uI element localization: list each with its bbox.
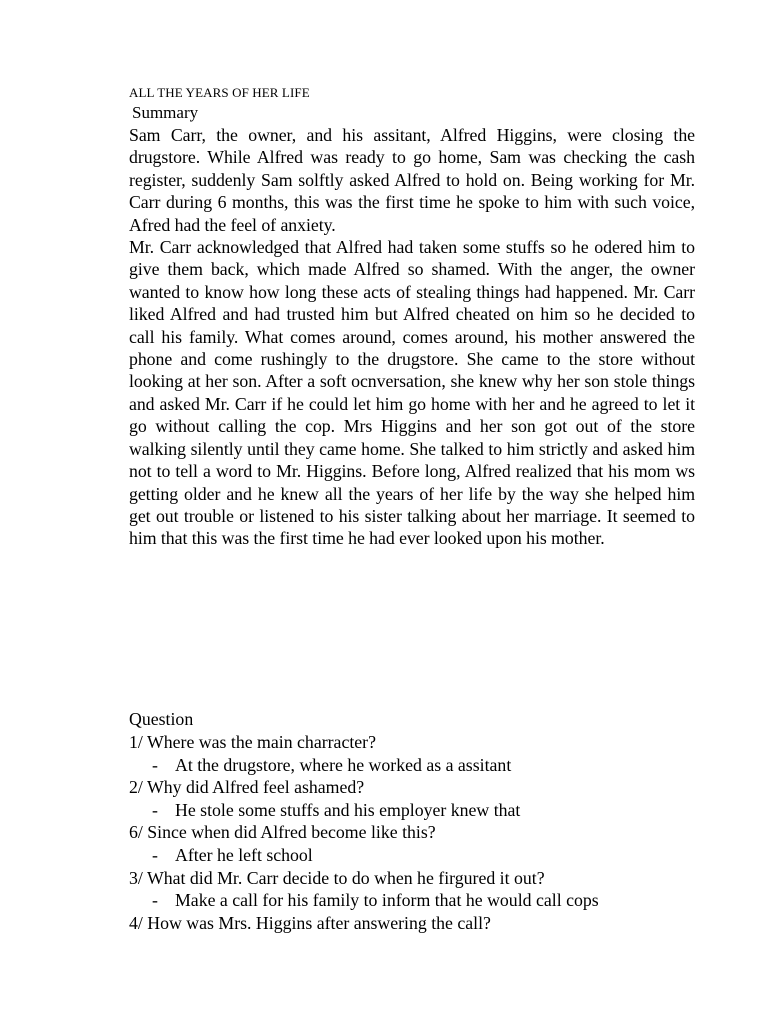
answer-bullet: - <box>152 890 158 911</box>
document-title: ALL THE YEARS OF HER LIFE <box>129 85 310 100</box>
question-2: 2/ Why did Alfred feel ashamed? <box>129 777 365 798</box>
questions-heading: Question <box>129 709 194 729</box>
question-5: 4/ How was Mrs. Higgins after answering the call? <box>129 912 491 933</box>
answer-3-text: After he left school <box>175 844 313 865</box>
answer-2 <box>129 799 729 822</box>
answer-1-text: At the drugstore, where he worked as a assitant <box>175 754 512 775</box>
answer-2-text: He stole some stuffs and his employer knew that <box>175 799 521 820</box>
answer-bullet: - <box>152 844 158 865</box>
summary-paragraph-2: Mr. Carr acknowledged that Alfred had taken some stuffs so he odered him to give them back, which made Alfred so shamed. With the anger, the owner wanted to know how long these acts of stealing things had happened. Mr. Carr liked Alfred and had trusted him but Alfred cheated on him so he decided to call his family. What comes around, comes around, his mother answered the phone and come rushingly to the drugstore. She came to the store without looking at her son. After a soft ocnversation, she knew why her son stole things and asked Mr. Carr if he could let him go home with her and he agreed to let it go without calling the cop. Mrs Higgins and her son got out of the store walking silently until they came home. She talked to him strictly and asked him not to tell a word to Mr. Higgins. Before long, Alfred realized that his mom ws getting older and he knew all the years of her life by the way she helped him get out trouble or listened to his sister talking about her marriage. It seemed to him that this was the first time he had ever looked upon his mother. <box>129 237 695 549</box>
summary-heading: Summary <box>132 103 199 122</box>
answer-3 <box>129 844 729 867</box>
answer-bullet: - <box>152 799 158 820</box>
document-body <box>129 84 695 550</box>
answer-4-text: Make a call for his family to inform that he would call cops <box>175 890 599 911</box>
question-3: 6/ Since when did Alfred become like this? <box>129 822 436 843</box>
questions-section <box>129 708 729 934</box>
question-4: 3/ What did Mr. Carr decide to do when he firgured it out? <box>129 867 545 888</box>
question-list <box>129 731 729 934</box>
answer-1 <box>129 754 729 777</box>
answer-bullet: - <box>152 754 158 775</box>
answer-4 <box>129 889 729 912</box>
question-1: 1/ Where was the main charracter? <box>129 732 376 752</box>
summary-paragraph-1: Sam Carr, the owner, and his assitant, Alfred Higgins, were closing the drugstore. While Alfred was ready to go home, Sam was checking the cash register, suddenly Sam solftly asked Alfred to hold on. Being working for Mr. Carr during 6 months, this was the first time he spoke to him with such voice, Afred had the feel of anxiety. <box>129 125 695 235</box>
